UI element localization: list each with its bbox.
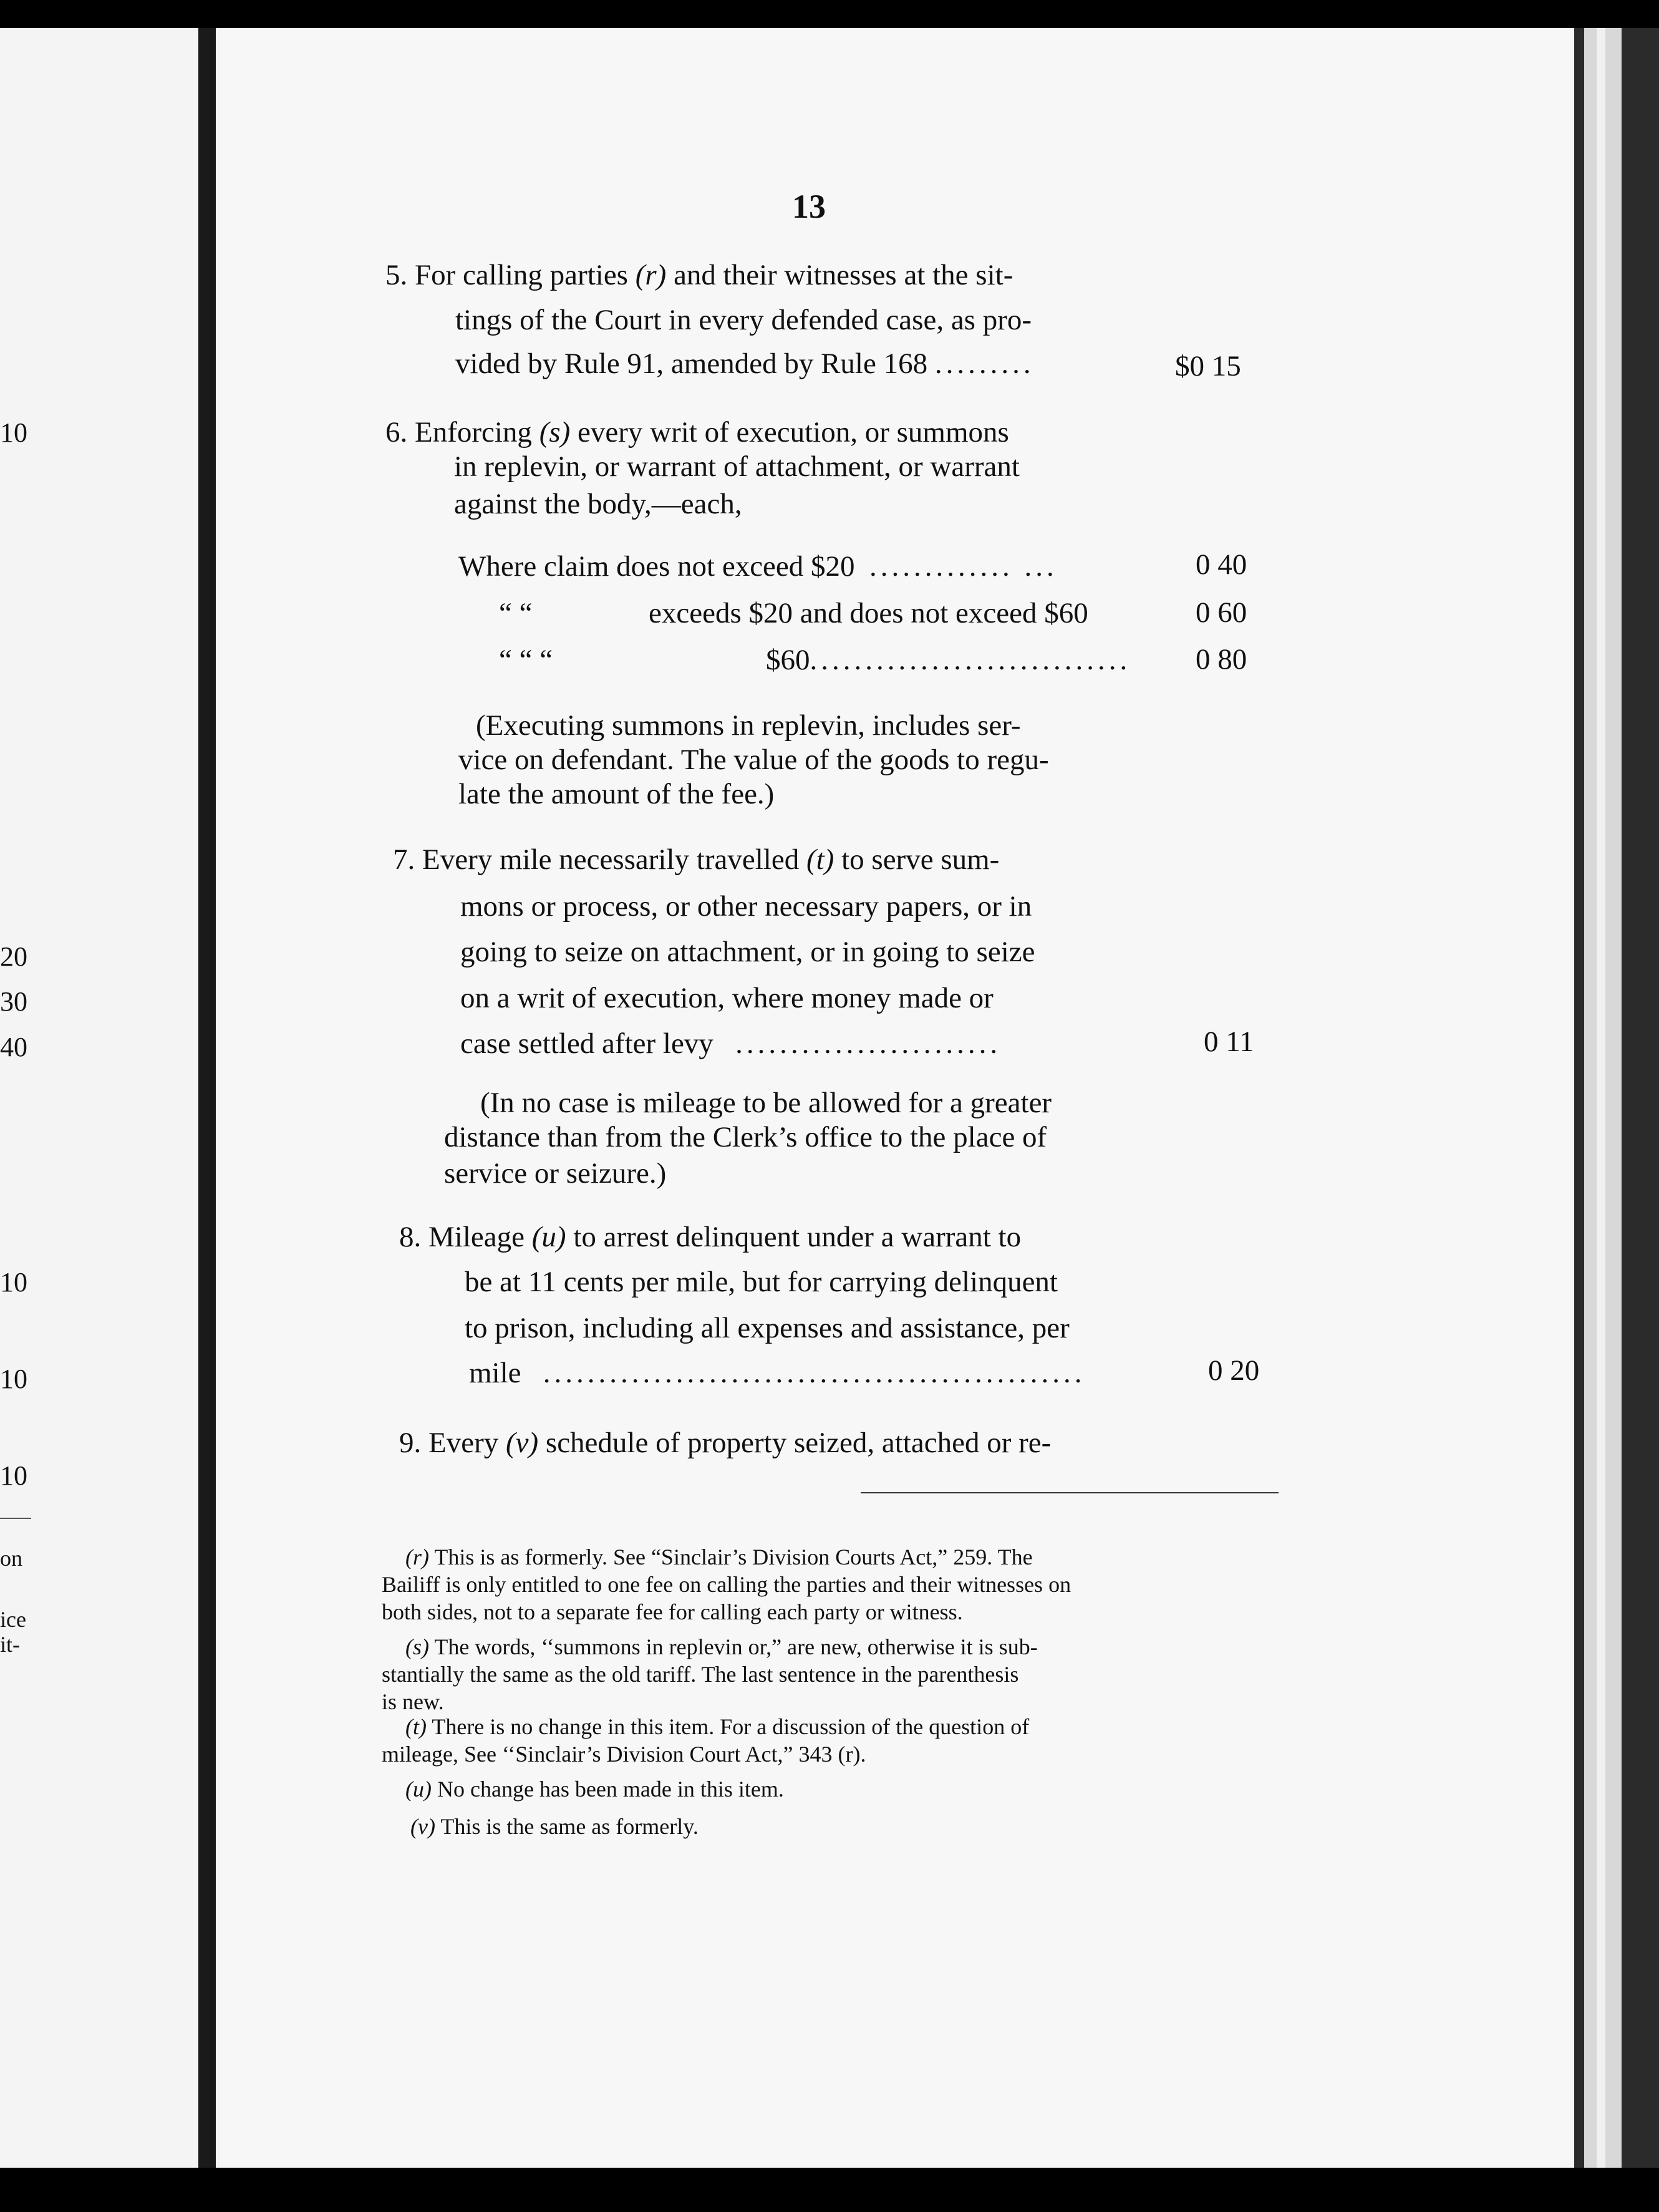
left-margin-fragment: ice (0, 1607, 26, 1632)
book-gutter (198, 28, 216, 2168)
left-margin-number: 10 (0, 1460, 27, 1491)
left-margin-number: 10 (0, 1364, 27, 1394)
footnote-text: No change has been made in this item. (437, 1777, 784, 1802)
left-facing-page (0, 28, 198, 2168)
item-5-line: tings of the Court in every defended case, as pro- (455, 304, 1032, 336)
leader-dots: ............. ... (869, 550, 1058, 583)
footnote-text: There is no change in this item. For a discussion of the question of (432, 1714, 1030, 1739)
footnote-marker-t: (t) (806, 843, 834, 876)
leader-dots: ......... (934, 347, 1035, 380)
item-7-note: distance than from the Clerk’s office to the place of (444, 1121, 1047, 1153)
ditto-marks: “ “ “ (499, 644, 553, 676)
footnote-s-line: is new. (382, 1689, 444, 1714)
item-8 (399, 1223, 1021, 1252)
fee-row-label: Where claim does not exceed $20 (458, 550, 855, 583)
right-page-edge-highlight (1597, 28, 1605, 2168)
item-6-note: late the amount of the fee.) (458, 778, 775, 810)
item-8-line: to prison, including all expenses and assistance, per (465, 1312, 1070, 1344)
leader-dots: ................................................. (543, 1357, 1086, 1389)
item-text: Enforcing (415, 416, 532, 449)
left-margin-rule (0, 1518, 31, 1519)
item-number: 5. (385, 259, 408, 291)
footnote-text: This is the same as formerly. (440, 1814, 699, 1839)
left-margin-number: 10 (0, 1267, 27, 1298)
item-8-line (469, 1359, 1086, 1388)
left-margin-number: 30 (0, 986, 27, 1017)
footnote-marker-u: (u) (531, 1221, 566, 1253)
item-7-line: mons or process, or other necessary papers, or in (460, 890, 1032, 923)
item-text: to serve sum- (841, 843, 1000, 876)
footnote-text: The words, ‘‘summons in replevin or,” are new, otherwise it is sub- (434, 1634, 1038, 1659)
footnote-rule (861, 1492, 1279, 1493)
footnote-t-line: mileage, See ‘‘Sinclair’s Division Court Act,” 343 (r). (382, 1742, 866, 1767)
item-7-line: going to seize on attachment, or in going to seize (460, 936, 1035, 968)
fee-row-label: exceeds $20 and does not exceed $60 (649, 597, 1088, 629)
footnote-marker: (v) (410, 1814, 435, 1839)
fee-amount: 0 20 (1208, 1354, 1260, 1387)
left-margin-fragment: it- (0, 1632, 20, 1657)
left-margin-number: 10 (0, 417, 27, 448)
footnote-t (405, 1715, 1029, 1738)
footnote-marker: (r) (405, 1545, 429, 1569)
item-9 (399, 1429, 1051, 1458)
footnote-marker: (u) (405, 1777, 432, 1802)
footnote-v (410, 1815, 699, 1838)
item-text: mile (469, 1357, 521, 1389)
fee-amount: 0 11 (1204, 1026, 1254, 1058)
footnote-text: This is as formerly. See “Sinclair’s Division Courts Act,” 259. The (434, 1545, 1033, 1569)
item-number: 7. (393, 843, 415, 876)
item-6-line: in replevin, or warrant of attachment, or warrant (454, 450, 1020, 483)
item-text: Every mile necessarily travelled (422, 843, 800, 876)
item-text: vided by Rule 91, amended by Rule 168 (455, 347, 928, 380)
fee-row (458, 552, 1058, 581)
ditto-marks: “ “ (499, 597, 533, 629)
footnote-marker: (s) (405, 1634, 429, 1659)
item-text: case settled after levy (460, 1027, 713, 1060)
item-text: For calling parties (415, 259, 628, 291)
footnote-s-line: stantially the same as the old tariff. The last sentence in the parenthesis (382, 1662, 1019, 1687)
item-7-line (460, 1029, 1001, 1059)
item-7-line: on a writ of execution, where money made or (460, 982, 994, 1014)
item-text: every writ of execution, or summons (578, 416, 1009, 449)
footnote-r-line: both sides, not to a separate fee for calling each party or witness. (382, 1599, 963, 1624)
item-text: Mileage (428, 1221, 525, 1253)
item-6-note: (Executing summons in replevin, includes ser- (476, 709, 1021, 742)
footnote-marker-s: (s) (539, 416, 571, 449)
item-number: 8. (399, 1221, 422, 1253)
fee-amount: 0 60 (1196, 596, 1247, 629)
item-text: and their witnesses at the sit- (674, 259, 1013, 291)
footnote-u (405, 1778, 784, 1800)
item-number: 9. (399, 1427, 422, 1459)
left-margin-number: 40 (0, 1032, 27, 1062)
item-6-note: vice on defendant. The value of the goods to regu- (458, 744, 1049, 776)
item-7-note: (In no case is mileage to be allowed for a greater (480, 1087, 1052, 1119)
item-text: schedule of property seized, attached or re- (545, 1427, 1052, 1459)
item-5 (385, 261, 1013, 290)
footnote-r (405, 1546, 1033, 1568)
fee-amount: 0 40 (1196, 548, 1247, 581)
item-6 (385, 418, 1009, 447)
left-margin-fragment: on (0, 1546, 22, 1571)
item-5-line (455, 349, 1035, 379)
footnote-marker-r: (r) (635, 259, 667, 291)
fee-row-label: $60 (766, 644, 810, 676)
fee-amount: 0 80 (1196, 643, 1247, 676)
leader-dots: ........................ (735, 1027, 1002, 1060)
item-8-line: be at 11 cents per mile, but for carrying delinquent (465, 1266, 1058, 1298)
item-text: Every (428, 1427, 499, 1459)
footnote-marker: (t) (405, 1714, 427, 1739)
footnote-s (405, 1636, 1038, 1658)
fee-row (766, 646, 1131, 675)
footnote-marker-v: (v) (505, 1427, 539, 1459)
item-7-note: service or seizure.) (444, 1157, 667, 1190)
page-number: 13 (792, 188, 826, 225)
fee-amount: $0 15 (1175, 350, 1241, 382)
leader-dots: ............................. (810, 644, 1131, 676)
item-number: 6. (385, 416, 408, 449)
item-6-line: against the body,—each, (454, 488, 742, 520)
left-margin-number: 20 (0, 941, 27, 972)
item-text: to arrest delinquent under a warrant to (573, 1221, 1022, 1253)
item-7 (393, 845, 999, 875)
footnote-r-line: Bailiff is only entitled to one fee on calling the parties and their witnesses on (382, 1572, 1071, 1597)
